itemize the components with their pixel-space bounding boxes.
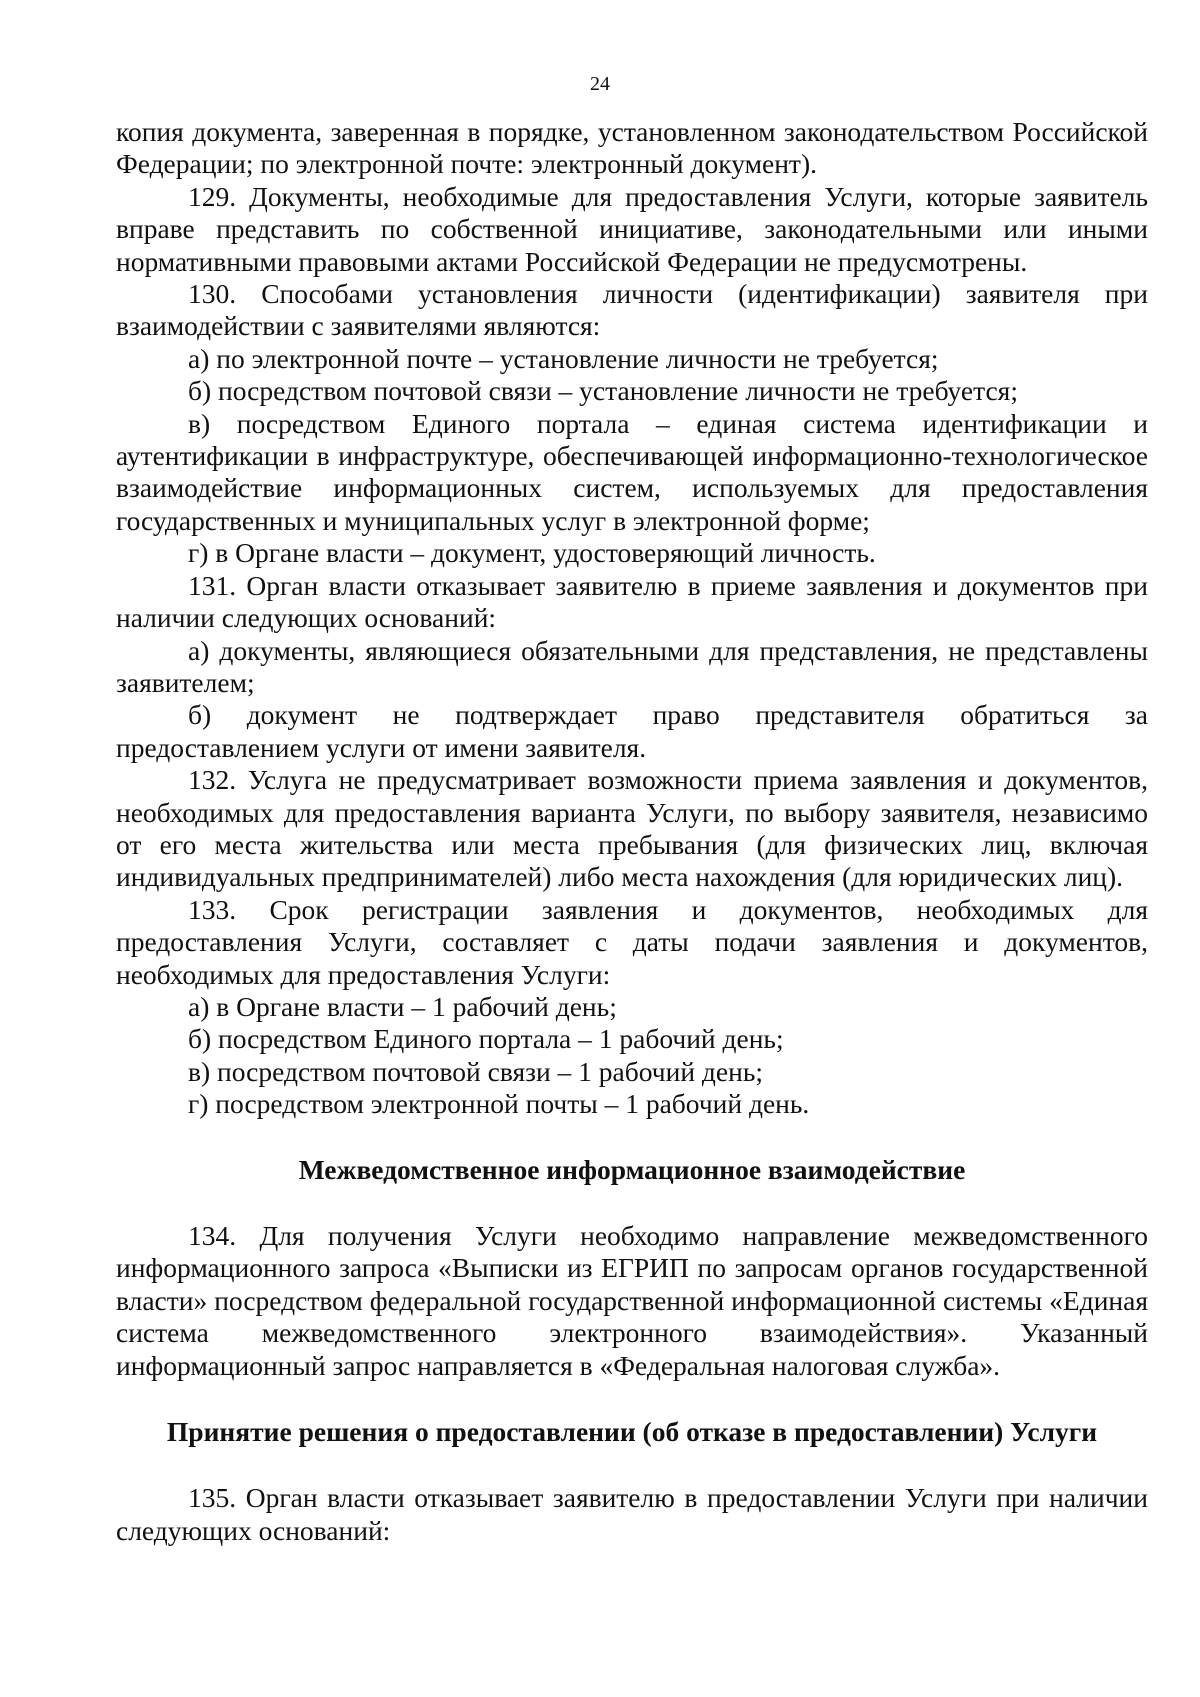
- list-item: г) посредством электронной почты – 1 рабочий день.: [188, 1088, 810, 1120]
- document-body: [116, 116, 1148, 1547]
- list-item: а) по электронной почте – установление личности не требуется;: [188, 342, 939, 374]
- paragraph-132: 132. Услуга не предусматривает возможности приема заявления и документов, необходимых для предоставления варианта Услуги, по выбору заявителя, независимо от его места жительства или места пребывания (для физических лиц, включая индивидуальных предпринимателей) либо места нахождения (для юридических лиц).: [116, 764, 1148, 893]
- paragraph-131: 131. Орган власти отказывает заявителю в приеме заявления и документов при наличии следующих оснований:: [116, 569, 1148, 634]
- list-item: б) документ не подтверждает право представителя обратиться за предоставлением услуги от имени заявителя.: [116, 699, 1148, 763]
- paragraph: копия документа, заверенная в порядке, установленном законодательством Российской Федерации; по электронной почте: электронный документ).: [116, 116, 1148, 180]
- paragraph-130: 130. Способами установления личности (идентификации) заявителя при взаимодействии с заявителями являются:: [116, 278, 1148, 342]
- list-item: в) посредством Единого портала – единая система идентификации и аутентификации в инфраструктуре, обеспечивающей информационно-технологическое взаимодействие информационных систем, используемых для предоставления государственных и муниципальных услуг в электронной форме;: [116, 407, 1148, 536]
- paragraph-134: 134. Для получения Услуги необходимо направление межведомственного информационного запроса «Выписки из ЕГРИП по запросам органов государственной власти» посредством федеральной государственной информационной системы «Единая система межведомственного электронного взаимодействия». Указанный информационный запрос направляется в «Федеральная налоговая служба».: [116, 1220, 1148, 1381]
- paragraph-135: 135. Орган власти отказывает заявителю в предоставлении Услуги при наличии следующих оснований:: [116, 1482, 1148, 1546]
- list-item: б) посредством Единого портала – 1 рабочий день;: [188, 1023, 784, 1055]
- list-item: б) посредством почтовой связи – установление личности не требуется;: [188, 375, 1018, 407]
- section-heading-interagency: Межведомственное информационное взаимодействие: [298, 1153, 966, 1185]
- section-heading-decision: Принятие решения о предоставлении (об отказе в предоставлении) Услуги: [166, 1416, 1098, 1448]
- list-item: а) в Органе власти – 1 рабочий день;: [188, 990, 617, 1022]
- list-item: г) в Органе власти – документ, удостоверяющий личность.: [188, 537, 876, 569]
- page-number: 24: [590, 73, 610, 95]
- list-item: в) посредством почтовой связи – 1 рабочий день;: [188, 1055, 764, 1087]
- paragraph-133: 133. Срок регистрации заявления и документов, необходимых для предоставления Услуги, составляет с даты подачи заявления и документов, необходимых для предоставления Услуги:: [116, 893, 1148, 990]
- paragraph-129: 129. Документы, необходимые для предоставления Услуги, которые заявитель вправе представить по собственной инициативе, законодательными или иными нормативными правовыми актами Российской Федерации не предусмотрены.: [116, 180, 1148, 277]
- list-item: а) документы, являющиеся обязательными для представления, не представлены заявителем;: [116, 634, 1148, 698]
